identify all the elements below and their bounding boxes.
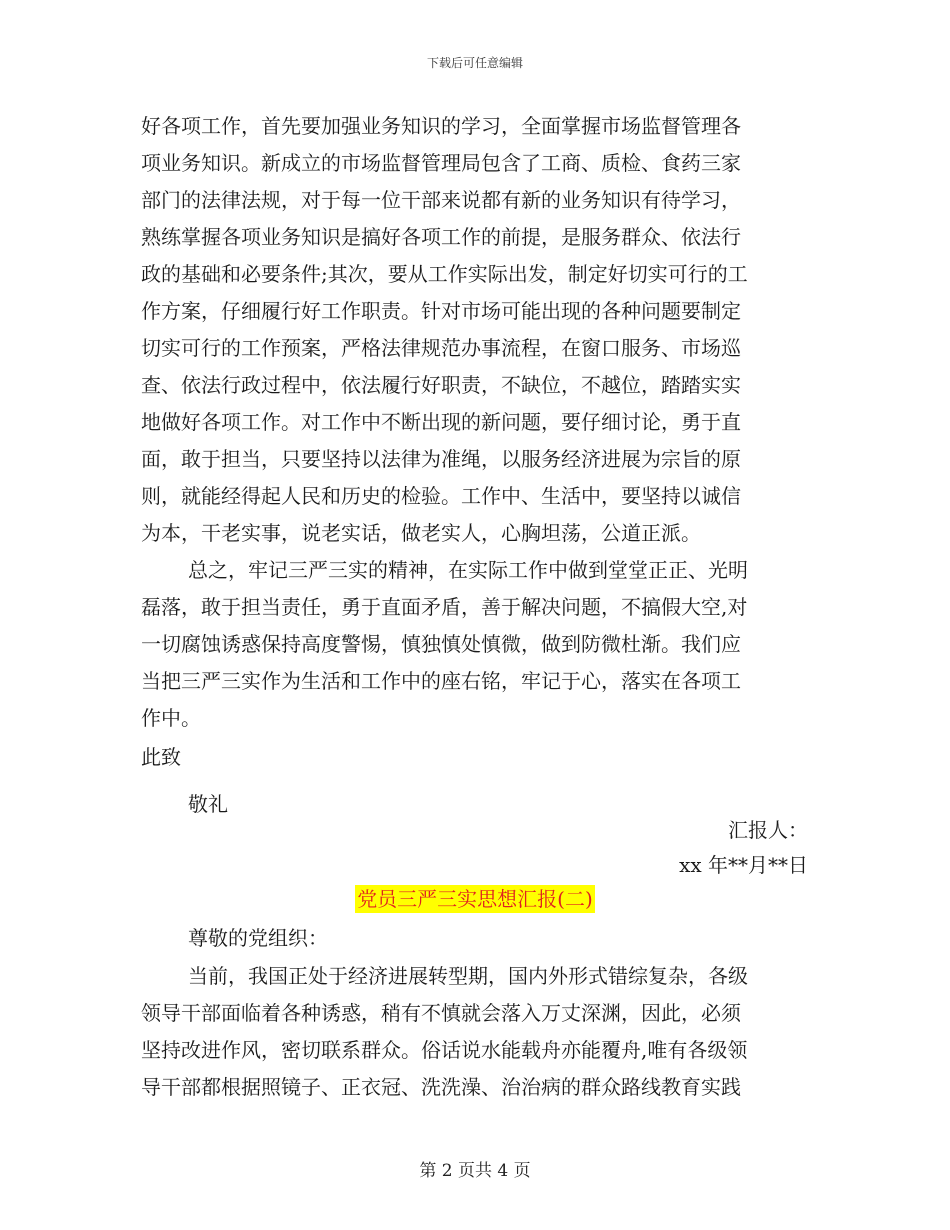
report-date: xx 年**月**日 (679, 853, 808, 877)
body-line: 部门的法律法规，对于每一位干部来说都有新的业务知识有待学习， (141, 188, 741, 212)
closing-text: 此致 (141, 745, 181, 769)
summary-line: 一切腐蚀诱惑保持高度警惕，慎独慎处慎微，做到防微杜渐。我们应 (141, 632, 741, 656)
section-title-wrap (0, 885, 950, 913)
body-line: 好各项工作，首先要加强业务知识的学习，全面掌握市场监督管理各 (141, 114, 741, 138)
body-line: 为本，干老实事，说老实话，做老实人，心胸坦荡，公道正派。 (141, 521, 701, 545)
summary-line: 作中。 (141, 706, 201, 730)
section2-line: 坚持改进作风，密切联系群众。俗话说水能载舟亦能覆舟,唯有各级领 (141, 1038, 748, 1062)
section2-line: 导干部都根据照镜子、正衣冠、洗洗澡、治治病的群众路线教育实践 (141, 1075, 741, 1099)
greeting-text: 尊敬的党组织： (188, 926, 328, 950)
body-line: 查、依法行政过程中，依法履行好职责，不缺位，不越位，踏踏实实 (141, 373, 741, 397)
body-line: 则，就能经得起人民和历史的检验。工作中、生活中，要坚持以诚信 (141, 484, 741, 508)
salute-text: 敬礼 (188, 792, 228, 816)
body-line: 作方案，仔细履行好工作职责。针对市场可能出现的各种问题要制定 (141, 299, 741, 323)
page-header: 下载后可任意编辑 (426, 56, 523, 70)
section2-line: 领导干部面临着各种诱惑，稍有不慎就会落入万丈深渊，因此，必须 (141, 1001, 741, 1025)
summary-line: 总之，牢记三严三实的精神，在实际工作中做到堂堂正正、光明 (188, 558, 748, 582)
section2-line: 当前，我国正处于经济进展转型期，国内外形式错综复杂，各级 (188, 964, 748, 988)
summary-line: 磊落，敢于担当责任，勇于直面矛盾，善于解决问题，不搞假大空,对 (141, 595, 748, 619)
reporter-label: 汇报人： (728, 818, 808, 842)
body-line: 政的基础和必要条件;其次，要从工作实际出发，制定好切实可行的工 (141, 262, 748, 286)
page-footer: 第 2 页共 4 页 (419, 1161, 531, 1181)
body-line: 地做好各项工作。对工作中不断出现的新问题，要仔细讨论，勇于直 (141, 410, 741, 434)
body-line: 熟练掌握各项业务知识是搞好各项工作的前提，是服务群众、依法行 (141, 225, 741, 249)
body-line: 面，敢于担当，只要坚持以法律为准绳，以服务经济进展为宗旨的原 (141, 447, 741, 471)
summary-line: 当把三严三实作为生活和工作中的座右铭，牢记于心，落实在各项工 (141, 669, 741, 693)
body-line: 项业务知识。新成立的市场监督管理局包含了工商、质检、食药三家 (141, 151, 741, 175)
section-title: 党员三严三实思想汇报(二) (357, 887, 593, 911)
body-line: 切实可行的工作预案，严格法律规范办事流程，在窗口服务、市场巡 (141, 336, 741, 360)
